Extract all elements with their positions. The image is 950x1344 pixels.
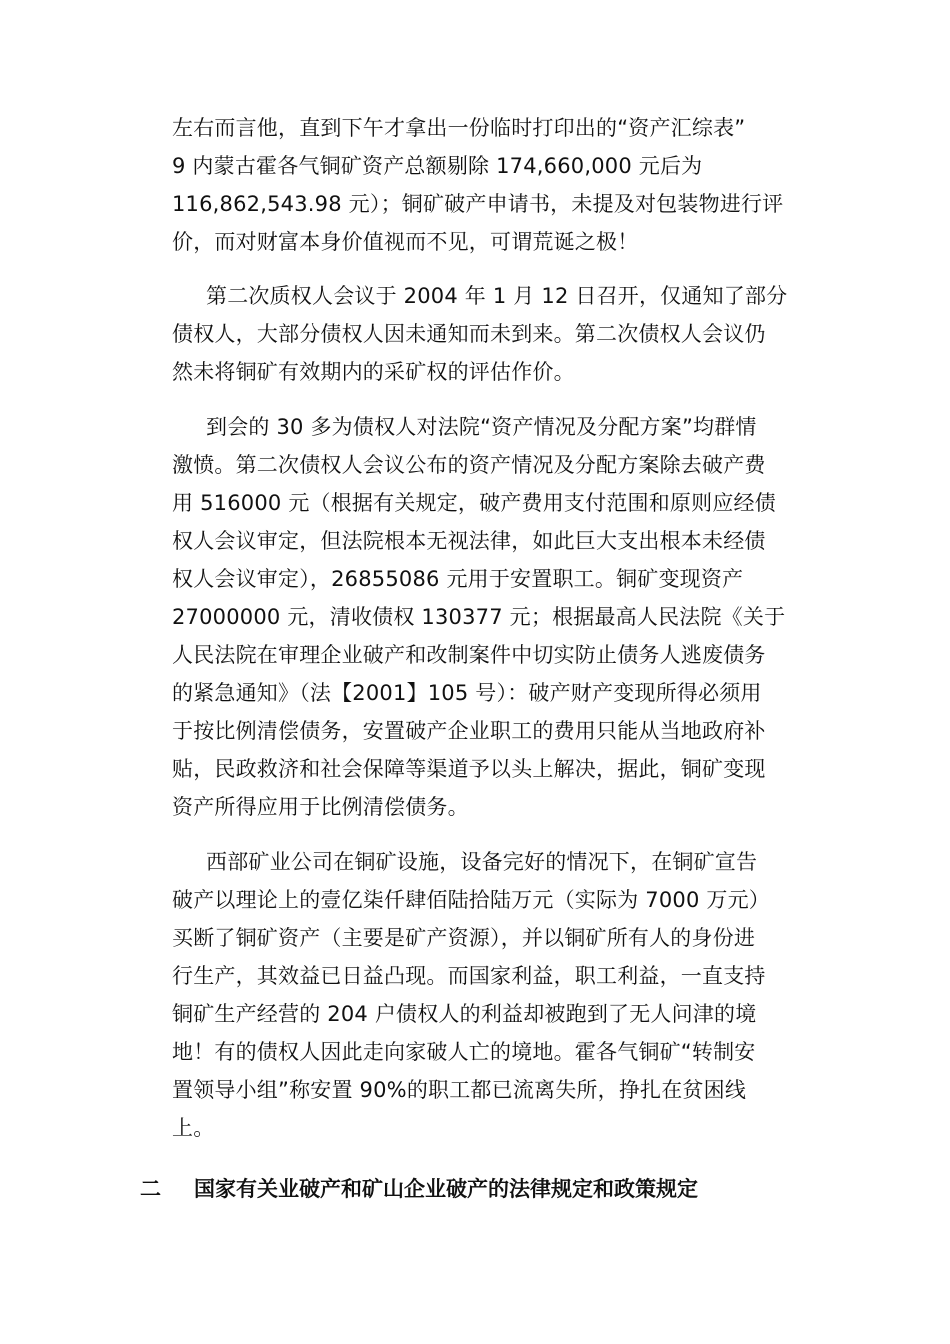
section-heading: [140, 1170, 698, 1208]
text-line: 西部矿业公司在铜矿设施，设备完好的情况下，在铜矿宣告: [206, 850, 758, 874]
paragraph-2: [172, 277, 812, 391]
text-line: 破产以理论上的壹亿柒仟肆佰陆拾陆万元（实际为 7000 万元）: [172, 888, 770, 912]
text-line: 地！有的债权人因此走向家破人亡的境地。霍各气铜矿“转制安: [172, 1040, 756, 1064]
text-line: 贴，民政救济和社会保障等渠道予以头上解决，据此，铜矿变现: [172, 757, 766, 781]
text-line: 激愤。第二次债权人会议公布的资产情况及分配方案除去破产费: [172, 453, 766, 477]
text-line: 资产所得应用于比例清偿债务。: [172, 795, 469, 819]
text-line: 用 516000 元（根据有关规定，破产费用支付范围和原则应经债: [172, 491, 776, 515]
text-line: 116,862,543.98 元）；铜矿破产申请书，未提及对包装物进行评: [172, 192, 784, 216]
text-line: 第二次质权人会议于 2004 年 1 月 12 日召开，仅通知了部分: [206, 284, 788, 308]
section-title: 国家有关业破产和矿山企业破产的法律规定和政策规定: [194, 1177, 698, 1201]
text-line: 铜矿生产经营的 204 户债权人的利益却被跑到了无人问津的境: [172, 1002, 757, 1026]
text-line: 债权人，大部分债权人因未通知而未到来。第二次债权人会议仍: [172, 322, 766, 346]
text-line: 9 内蒙古霍各气铜矿资产总额剔除 174,660,000 元后为: [172, 154, 703, 178]
text-line: 然未将铜矿有效期内的采矿权的评估作价。: [172, 360, 575, 384]
text-line: 到会的 30 多为债权人对法院“资产情况及分配方案”均群情: [206, 415, 757, 439]
text-line: 价，而对财富本身价值视而不见，可谓荒诞之极！: [172, 230, 639, 254]
text-line: 于按比例清偿债务，安置破产企业职工的费用只能从当地政府补: [172, 719, 766, 743]
text-line: 左右而言他，直到下午才拿出一份临时打印出的“资产汇综表”: [172, 116, 746, 140]
paragraph-1: [172, 109, 812, 261]
paragraph-4: [172, 843, 812, 1147]
text-line: 权人会议审定），26855086 元用于安置职工。铜矿变现资产: [172, 567, 744, 591]
text-line: 的紧急通知》（法【2001】105 号）：破产财产变现所得必须用: [172, 681, 762, 705]
text-line: 上。: [172, 1116, 215, 1140]
text-line: 行生产，其效益已日益凸现。而国家利益，职工利益，一直支持: [172, 964, 766, 988]
paragraph-3: [172, 408, 812, 826]
text-line: 权人会议审定，但法院根本无视法律，如此巨大支出根本未经债: [172, 529, 766, 553]
section-number: 二: [140, 1177, 161, 1201]
text-line: 27000000 元，清收债权 130377 元；根据最高人民法院《关于: [172, 605, 786, 629]
text-line: 置领导小组”称安置 90%的职工都已流离失所，挣扎在贫困线: [172, 1078, 747, 1102]
text-line: 买断了铜矿资产（主要是矿产资源），并以铜矿所有人的身份进: [172, 926, 756, 950]
text-line: 人民法院在审理企业破产和改制案件中切实防止债务人逃废债务: [172, 643, 766, 667]
